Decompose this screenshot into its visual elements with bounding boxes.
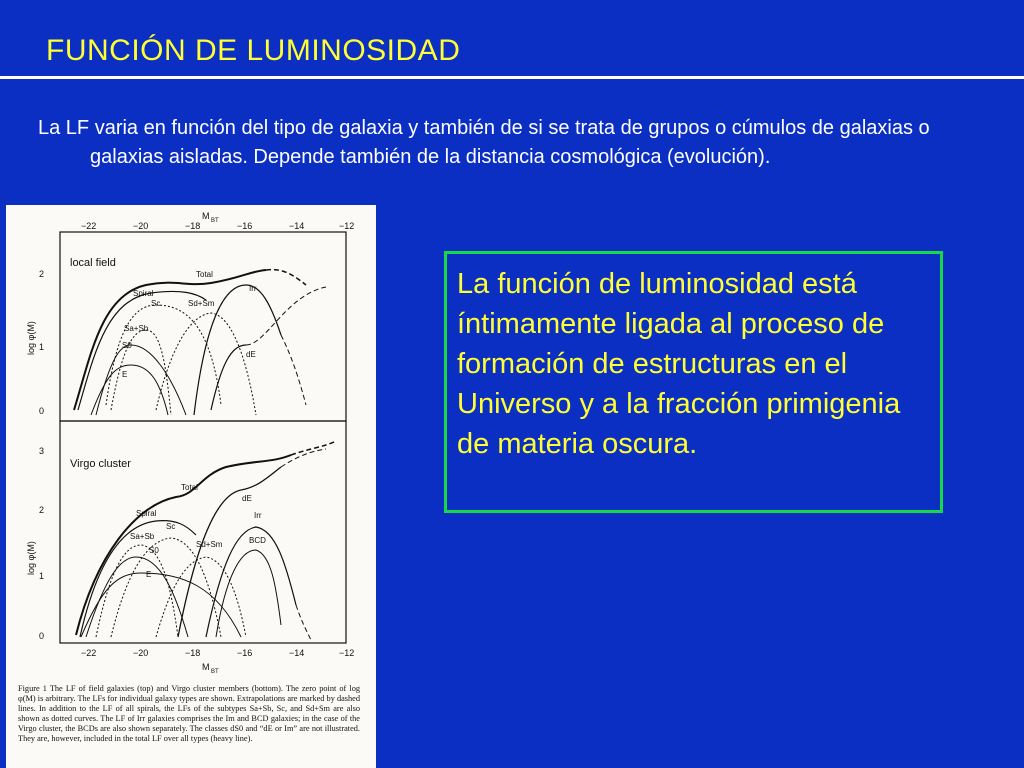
curve-label: Sd+Sm [196,540,223,549]
curve-label: Total [181,483,198,492]
top-y-tick: 0 [39,406,45,416]
sd-sm-curve [156,557,246,637]
curve-label: Irr [254,511,262,520]
top-x-tick: −18 [185,221,201,231]
bottom-panel-label: Virgo cluster [70,458,131,470]
top-x-tick: −22 [81,221,97,231]
curve-label: S0 [149,546,159,555]
figure-caption: Figure 1 The LF of field galaxies (top) and Virgo cluster members (bottom). The zero point of log φ(M) is arbitrary. The LFs for individual galaxy types are shown. Extrapolations are marked by dashed lines. In addition to the LF of all spirals, the LFs of the subtypes Sa+Sb, Sc, and Sd+Sm are also shown as dotted curves. The LF of Irr galaxies comprises the Im and BCD galaxies; in the case of the Virgo cluster, the BCDs are also shown separately. The classes dS0 and “dE or Im” are not illustrated. They are, however, included in the total LF over all types (heavy line). [18,684,360,743]
callout-text: La función de luminosidad está íntimamente ligada al proceso de formación de estructuras en el Universo y a la fracción primigenia de materia oscura. [457,268,901,460]
bottom-x-ticks [81,648,354,675]
bottom-x-axis-label: M [202,662,210,672]
bottom-x-tick: −16 [237,648,253,658]
curve-label: dE [246,350,256,359]
top-y-tick: 1 [39,342,45,352]
top-x-axis-label: M [202,211,210,221]
curve-label: Total [196,270,213,279]
curve-label: Spiral [136,509,157,518]
total-extrapolation [291,441,336,455]
slide-title: FUNCIÓN DE LUMINOSIDAD [46,34,461,67]
curve-label: E [146,570,152,579]
curve-label: Spiral [133,289,154,298]
curve-label: BCD [249,536,266,545]
bottom-x-tick: −22 [81,648,97,658]
sa-sb-curve [111,330,171,415]
de-curve [211,345,246,410]
irr-extrapolation [296,605,311,640]
e-curve [81,573,241,637]
curve-label: S0 [122,341,132,350]
top-y-axis-label: log φ(M) [26,321,36,355]
top-x-tick: −14 [289,221,305,231]
total-extrapolation [266,270,306,285]
curve-label: E [122,370,128,379]
curve-label: Sc [166,522,176,531]
curve-label: Sc [151,299,161,308]
curve-label: dE [242,494,252,503]
top-x-ticks [81,211,354,231]
curve-label: Sd+Sm [188,299,215,308]
curve-label: Sa+Sb [130,532,155,541]
top-x-axis-sub: BT [211,218,219,224]
curve-label: Sa+Sb [124,324,149,333]
top-panel [26,232,346,421]
top-y-tick: 2 [39,269,45,279]
bottom-y-tick: 0 [39,631,45,641]
bottom-y-axis-label: log φ(M) [26,541,36,575]
top-panel-label: local field [70,257,116,269]
callout-box [444,251,943,513]
bottom-panel [26,421,346,643]
bottom-y-tick: 2 [39,505,45,515]
bottom-x-tick: −20 [133,648,149,658]
title-divider [0,76,1024,79]
bottom-panel-frame [60,421,346,643]
intro-paragraph: La LF varia en función del tipo de galaxia y también de si se trata de grupos o cúmulos de galaxias o galaxias aisladas. Depende también de la distancia cosmológica (evolución). [38,117,930,168]
de-extrapolation [246,287,326,345]
top-x-tick: −16 [237,221,253,231]
bottom-x-tick: −14 [289,648,305,658]
sd-sm-curve [156,313,256,415]
bottom-x-tick: −12 [339,648,355,658]
sc-curve [111,538,221,637]
top-x-tick: −20 [133,221,149,231]
irr-extrapolation [281,335,306,405]
luminosity-function-figure [6,205,376,768]
curve-label: Irr [249,284,257,293]
bottom-x-tick: −18 [185,648,201,658]
bottom-x-axis-sub: BT [211,669,219,675]
top-x-tick: −12 [339,221,355,231]
de-curve [178,467,281,637]
bottom-y-tick: 1 [39,571,45,581]
bottom-y-tick: 3 [39,446,45,456]
